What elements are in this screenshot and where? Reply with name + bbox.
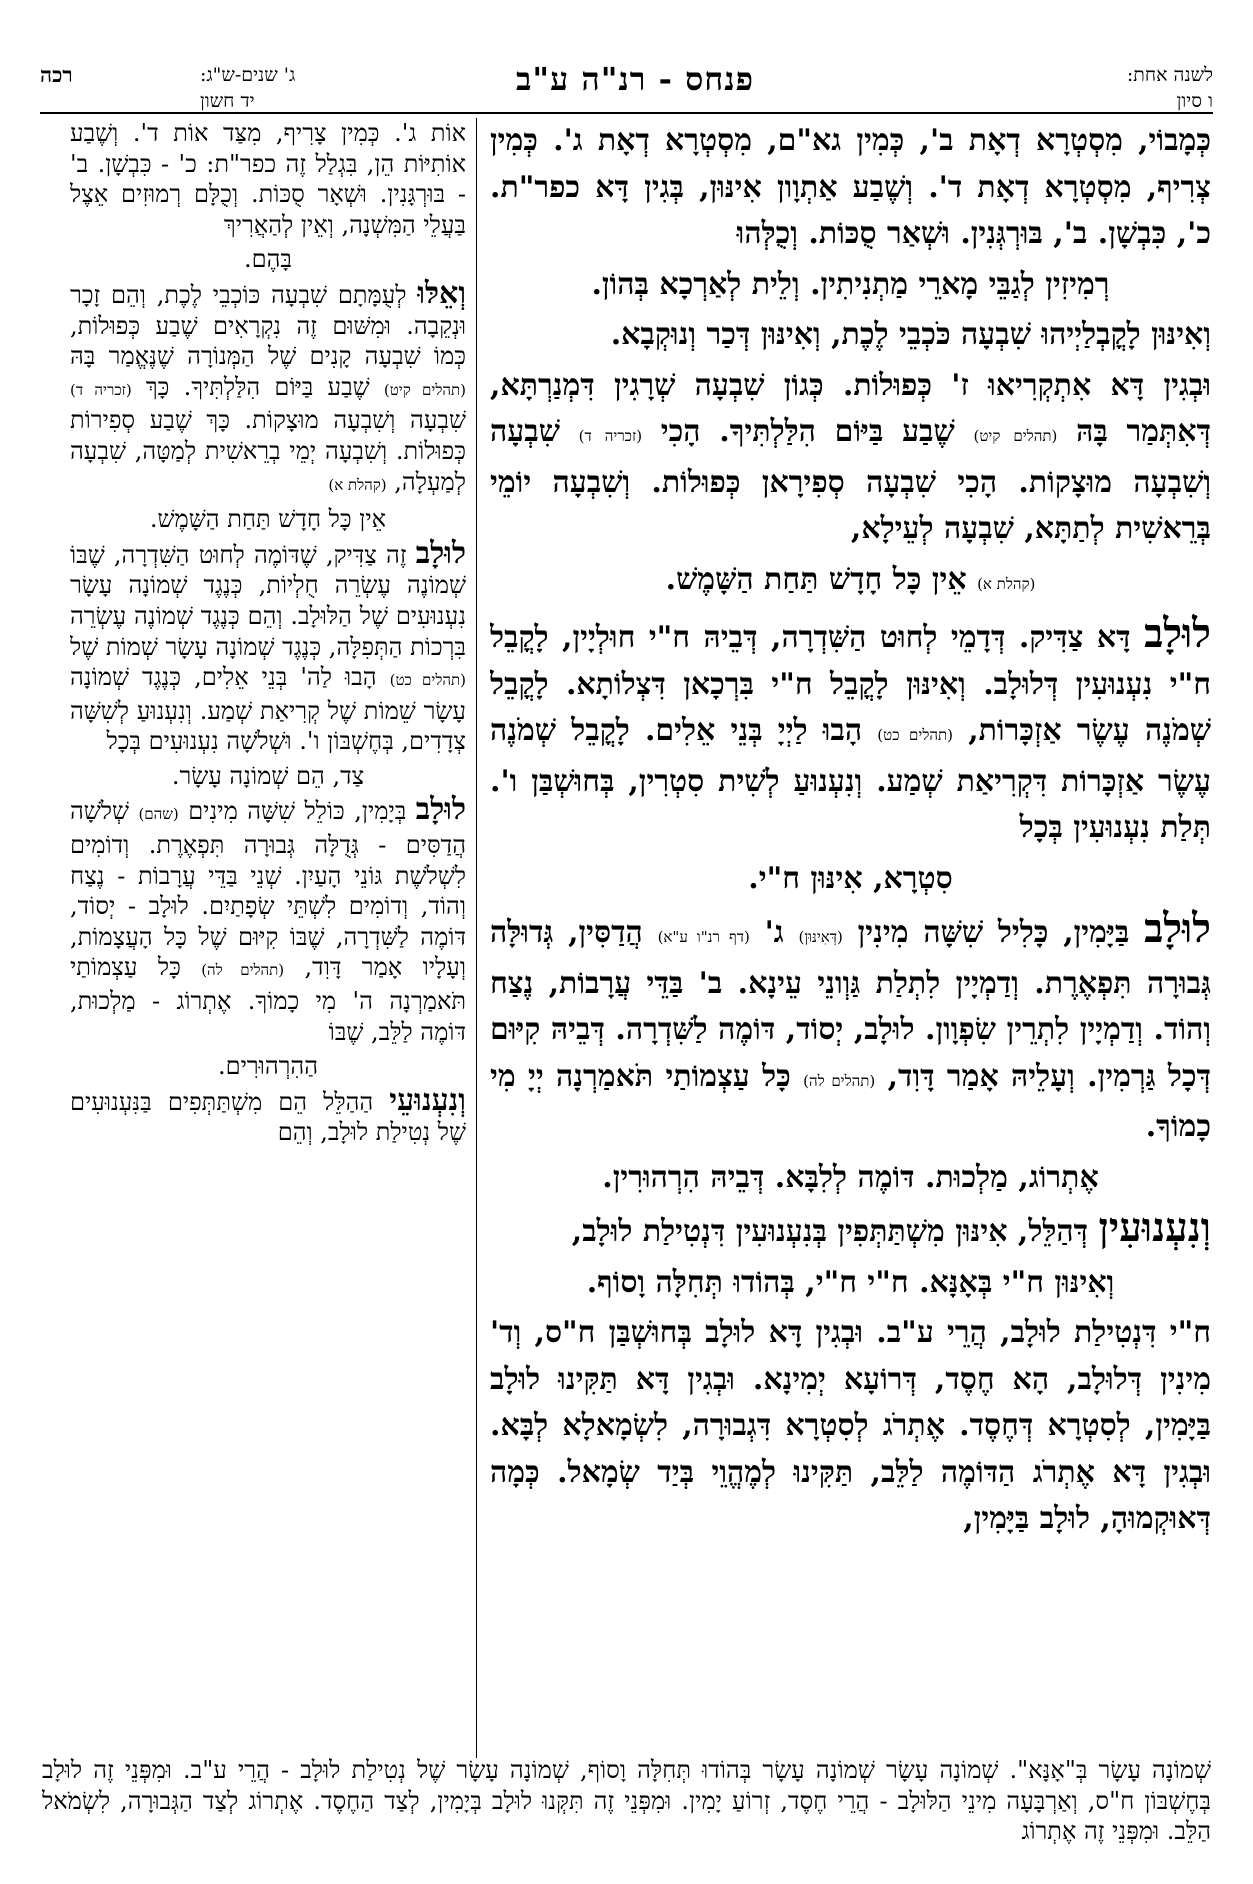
side-text: זֶה צַדִּיק, שֶׁדּוֹמֶה לְחוּט הַשִּׁדְרָה, שֶׁבּוֹ שְׁמוֹנֶה עֶשְׂרֵה חֻלְיוֹת, כְּנֶגֶד שְׁמוֹנָה עָשָׂר נִעְנוּעִים שֶׁל הַלּוּלָב. וְהֵם כְּנֶגֶד שְׁמוֹנֶה עֶשְׂרֵה בִּרְכוֹת הַתְּפִלָּה, כְּנֶגֶד שְׁמוֹנָה עָשָׂר שְׁמוֹת שֶׁל — [70, 540, 466, 661]
schedule-date-three-years: יד חשון — [200, 90, 255, 112]
paragraph-opening-word: לוּלָב — [1144, 905, 1211, 952]
paragraph-opening-word: לוּלָב — [415, 535, 466, 571]
citation: (תהלים קיט) — [383, 380, 466, 399]
citation: (דף רנ"ו ע"א) — [657, 928, 750, 946]
citation: (זכריה ד) — [70, 380, 132, 399]
schedule-date-one-year: ו סיון — [1176, 90, 1213, 112]
citation: (קהלת א) — [328, 475, 387, 494]
side-text: כָּל עַצְמוֹתַי תֹּאמַרְנָה ה' מִי כָמוֹךָ. אֶתְרוֹג - מַלְכוּת, דּוֹמֶה לַלֵּב, שֶׁבּוֹ — [70, 953, 466, 1046]
main-text: שִׁבְעָה וְשִׁבְעָה מוּצָקוֹת. הָכִי שִׁבְעָה סְפִירָאן כְּפוּלוֹת. וְשִׁבְעָה יוֹמֵי בְּרֵאשִׁית לְתַתָּא, שִׁבְעָה לְעֵילָא, — [490, 414, 1211, 546]
paragraph-opening-word: לוּלָב — [1144, 610, 1211, 657]
header-divider — [40, 112, 1213, 114]
side-text: שְׁלֹשָׁה הֲדַסִּים - גְּדֻלָּה גְּבוּרָה תִּפְאֶרֶת. וְדוֹמִים לִשְׁלֹשֶׁת גּוֹנֵי הָעַיִן. שְׁנֵי בַּדֵּי עֲרָבוֹת - נֶצַח וְהוֹד, וְדוֹמִים לִשְׁתֵּי שְׂפָתַיִם. לוּלָב - יְסוֹד, דּוֹמֶה לַשִּׁדְרָה, שֶׁבּוֹ קִיּוּם שֶׁל כָּל הָעֲצָמוֹת, וְעָלָיו אָמַר דָּוִד, — [70, 797, 466, 982]
citation: (תהלים לה) — [201, 961, 285, 980]
paragraph-opening-word: לוּלָב — [415, 792, 466, 828]
side-text: שֶׁבַע בַּיּוֹם הִלַּלְתִּיךָ. כָּךְ — [145, 372, 370, 401]
side-text: שִׁבְעָה וְשִׁבְעָה מוּצָקוֹת. כָּךְ שֶׁבַע סְפִירוֹת כְּפוּלוֹת. וְשִׁבְעָה יְמֵי בְרֵאשִׁית לְמַטָּה, שִׁבְעָה לְמַעְלָה, — [70, 406, 466, 496]
bottom-continuation-text: שְׁמוֹנָה עָשָׂר בְּ"אָנָּא". שְׁמוֹנָה עָשָׂר שְׁמוֹנָה עָשָׂר בְּהוֹדוּ תְּחִלָּה וָסוֹף, שְׁמוֹנָה עָשָׂר שֶׁל נְטִילַת לוּלָב - הֲרֵי ע"ב. וּמִפְּנֵי זֶה לוּלָב בְּחֶשְׁבּוֹן ח"ס, וְאַרְבָּעָה מִינֵי הַלּוּלָב - הֲרֵי חֶסֶד, זְרוֹעַ יָמִין. וּמִפְּנֵי זֶה תִּקְּנוּ לוּלָב בְּיָמִין, לְצַד הַחֶסֶד. אֶתְרוֹג לְצַד הַגְּבוּרָה, לִשְׂמֹאל הַלֵּב. וּמִפְּנֵי זֶה אֶתְרוֹג — [42, 1756, 1211, 1846]
page-number: רכה — [40, 62, 73, 87]
main-text: הֲדַסִּין, גְּדוּלָּה גְּבוּרָה תִּפְאֶרֶת. וְדַמְיָין לִתְלַת גַּוְונֵי עֵינָא. ב' בַּדֵּי עֲרָבוֹת, נֶצַח וְהוֹד. וְדַמְיָין לִתְרֵין שִׂפְוָון. לוּלָב, יְסוֹד, דּוֹמֶה לַשִּׁדְרָה. דְּבֵיהּ קִיּוּם דְּכָל גַּרְמִין. וְעָלֵיהּ אָמַר דָּוִד, — [490, 915, 1211, 1094]
main-text: דָּא צַדִּיק. דְּדָמֵי לְחוּט הַשִּׁדְרָה, דְּבֵיהּ ח"י חוּלְיָין, לָקֳבֵל ח"י נִעְנוּעִין דְּלוּלָב. וְאִינּוּן לָקֳבֵל ח"י בִּרְכָאן דִּצְלוֹתָא. לָקֳבֵל שְׁמֹנֶה עֶשֶׂר אַזְכָּרוֹת, — [490, 620, 1211, 748]
main-text: הָבוּ לַיְיָ בְּנֵי אֵלִים. לָקֳבֵל שְׁמֹנֶה עֶשֶׂר אַזְכָּרוֹת דִּקְרִיאַת שְׁמַע. וְנִעְנוּעַ לְשִׁית סִטְרִין, בְּחוּשְׁבַּן ו'. תְּלַת נִעְנוּעִין בְּכָל — [490, 713, 1211, 845]
side-paragraph-4-end: הַהִרְהוּרִים. — [217, 1052, 319, 1081]
side-paragraph-4 — [70, 792, 466, 1047]
main-text: בַּיָּמִין, כָּלִיל שִׁשָּׁה מִינִין — [857, 915, 1130, 950]
main-text: שֶׁבַע בַּיּוֹם הִלַּלְתִּיךָ. הָכִי — [660, 414, 955, 449]
translation-column — [70, 118, 466, 1748]
main-paragraph-1 — [490, 118, 1211, 258]
main-text: ח"י דִּנְטִילַת לוּלָב, הֲרֵי ע"ב. וּבְגִין דָּא לוּלָב בְּחוּשְׁבַּן ח"ס, וְד' מִינִין דְּלוּלָב, הָא חֶסֶד, דְּרוֹעָא יְמִינָא. וּבְגִין דָּא תַּקִּינוּ לוּלָב בַּיָּמִין, לְסִטְרָא דְּחֶסֶד. אֶתְרֹג לְסִטְרָא דִּגְבוּרָה, לִשְׂמָאלָא לְבָּא. וּבְגִין דָּא אֶתְרֹג הַדּוֹמֶה לַלֵּב, תַּקִּינוּ לְמֶהֱוֵי בְּיַד שְׂמָאל. כְּמָה דְּאוּקְמוּהָ, לוּלָב בַּיָּמִין, — [490, 1315, 1211, 1536]
main-text: כְּמָבוֹי, מִסְטְרָא דְאָת ב', כְּמִין גא"ם, מִסְטְרָא דְאָת ג'. כְּמִין צְרִיף, מִסְטְרָא דְאָת ד'. וְשֶׁבַע אַתְוָון אִינּוּן, בְּגִין דָּא כפר"ת. כ', כִּבְשָׁן. ב', בּוּרְגְּנִין. וּשְׁאַר סֻכּוֹת. וְכֻלְּהוּ — [490, 123, 1211, 251]
side-text: לְעֻמָּתָם שִׁבְעָה כּוֹכְבֵי לֶכֶת, וְהֵם זָכָר וּנְקֵבָה. וּמִשּׁוּם זֶה נִקְרָאִים שֶׁבַע כְּפוּלוֹת, כְּמוֹ שִׁבְעָה קָנִים שֶׁל הַמְּנוֹרָה שֶׁנֶּאֱמַר בָּהּ — [70, 280, 466, 371]
citation: (תהלים כט) — [877, 726, 953, 744]
main-text: וְאִינּוּן לָקֳבְלַיְיהוּ שִׁבְעָה כֹּכְבֵי לֶכֶת, וְאִינּוּן דְּכַר וְנוּקְבָא. — [610, 317, 1211, 352]
study-schedule-one-year — [1003, 62, 1213, 114]
side-paragraph-1-end: בָּהֶם. — [244, 245, 292, 274]
study-schedule-three-years — [200, 62, 390, 114]
side-paragraph-2-end: אֵין כָּל חָדָשׁ תַּחַת הַשָּׁמֶשׁ. — [149, 505, 387, 534]
paragraph-opening-word: וְאֵלּוּ — [417, 275, 466, 311]
main-text: כָּל עַצְמוֹתַי תֹּאמַרְנָה יְיָ מִי כָמוֹךָ. — [490, 1058, 1211, 1144]
citation: (קהלת א) — [977, 574, 1036, 593]
main-text-column — [490, 118, 1211, 1748]
side-paragraph-1 — [70, 118, 466, 240]
column-divider — [476, 118, 477, 1758]
paragraph-opening-word: וְנִעְנוּעִין — [1098, 1204, 1211, 1251]
main-paragraph-5-end: אֶתְרוֹג, מַלְכוּת. דּוֹמֶה לְלִבָּא. דְּבֵיהּ הִרְהוּרִין. — [602, 1159, 1099, 1195]
main-text: וּבְגִין דָּא אִתְקְרִיאוּ ז' כְּפוּלוֹת. כְּגוֹן שִׁבְעָה שְׁרָגִין דִּמְנַרְתָּא, דְּאִתְּמַר בָּהּ — [490, 367, 1211, 449]
main-text: ג' — [764, 915, 784, 950]
page-title: פנחס - רנ"ה ע"ב — [515, 60, 755, 98]
main-paragraph-5 — [490, 906, 1211, 1151]
side-text: הַהַלֵּל הֵם מִשְׁתַּתְּפִים בַּנִּעְנוּעִים שֶׁל נְטִילַת לוּלָב, וְהֵם — [70, 1087, 466, 1147]
citation: (תהלים כט) — [389, 671, 466, 690]
main-paragraph-4 — [490, 611, 1211, 852]
side-paragraph-5 — [70, 1082, 466, 1148]
schedule-label-one-year: לשנה אחת: — [1126, 64, 1213, 86]
side-text: הָבוּ לַה' בְּנֵי אֵלִים, כְּנֶגֶד שְׁמוֹנָה עָשָׂר שֵׁמוֹת שֶׁל קְרִיאַת שְׁמַע. וְנִעְנוּעַ לְשִׁשָּׁה צְדָדִים, בְּחֶשְׁבּוֹן ו'. וּשְׁלֹשָׁה נִעְנוּעִים בְּכָל — [70, 663, 466, 756]
paragraph-opening-word: וְנִעְנוּעֵי — [389, 1082, 466, 1118]
side-paragraph-2 — [70, 275, 466, 500]
side-text: בְּיָמִין, כּוֹלֵל שִׁשָּׁה מִינִים — [188, 797, 407, 826]
main-paragraph-3 — [490, 363, 1211, 553]
citation: (דְּאִינּוּן) — [798, 928, 843, 946]
side-paragraph-3-end: צַד, הֵם שְׁמוֹנָה עָשָׂר. — [171, 761, 365, 790]
main-text: דְּהַלֵּל, אִינּוּן מִשְׁתַּתְּפִין בְּנִעְנוּעִין דִּנְטִילַת לוּלָב, — [571, 1214, 1089, 1249]
main-paragraph-6-line2: וְאִינּוּן ח"י בְּאָנָּא. ח"י ח"י, בְּהוֹדוּ תְּחִלָּה וָסוֹף. — [586, 1264, 1115, 1300]
main-text: אֵין כָּל חָדָשׁ תַּחַת הַשָּׁמֶשׁ. — [665, 561, 967, 597]
side-paragraph-3 — [70, 535, 466, 757]
citation: (תהלים לה) — [803, 1071, 876, 1090]
citation: (שהם) — [138, 805, 179, 824]
main-paragraph-4-end: סִטְרָא, אִינּוּן ח"י. — [748, 860, 953, 896]
side-text: אוֹת ג'. כְּמִין צָרִיף, מִצַּד אוֹת ד'. וְשֶׁבַע אוֹתִיּוֹת הֵן, בִּגְלַל זֶה כפר"ת: כ' - כִּבְשָׁן. ב' - בּוּרְגָּנִין. וּשְׁאָר סֻכּוֹת. וְכֻלָּם רְמוּזִים אֵצֶל בַּעֲלֵי הַמִּשְׁנָה, וְאֵין לְהַאֲרִיךְ — [70, 119, 466, 239]
main-paragraph-2 — [490, 312, 1211, 359]
schedule-label-three-years: ג' שנים-ש"ג: — [200, 64, 296, 86]
main-paragraph-6 — [490, 1205, 1211, 1256]
main-paragraph-6-cont — [490, 1310, 1211, 1543]
main-paragraph-1-end: רְמִיזִין לְגַבֵּי מָארֵי מַתְנִיתִין. וְלֵית לְאַרְכָא בְּהוֹן. — [591, 266, 1110, 302]
citation: (תהלים קיט) — [973, 427, 1058, 445]
citation: (זכריה ד) — [578, 427, 643, 445]
main-paragraph-3-end — [490, 557, 1211, 608]
